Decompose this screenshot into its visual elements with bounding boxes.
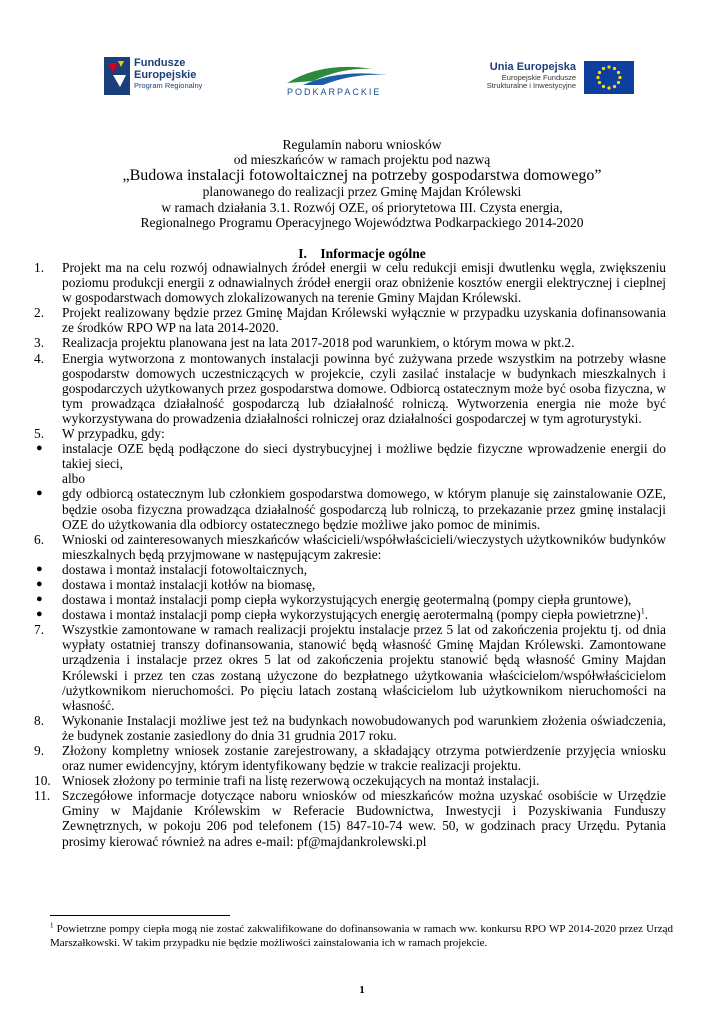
item-text: dostawa i montaż instalacji fotowoltaicznych, [62,561,308,577]
item-text: Wszystkie zamontowane w ramach realizacji projektu instalacje przez 5 lat od zakończenia projektu tj. od dnia wypłaty ostatniej transzy dofinansowania, stanowić będą własność Gminę Majdan Królewski. Zamontowane urządzenia i instalacje przez okres 5 lat od zakończenia projektu stanowić będą własność Gminy Majdan Królewski i przez ten czas zostaną użyczone do bezpłatnego użytkowania właścicielom/współwłaścicielom /użytkownikom nieruchomości. Po pięciu latach zostaną właścicielom lub użytkownikom nieruchomości na własność. [62,622,666,713]
list-item [34,471,666,486]
item-text: gdy odbiorcą ostatecznym lub członkiem gospodarstwa domowego, w którym planuje się zainstalowanie OZE, będzie osoba fizyczna prowadząca działalność gospodarczą lub rolniczą, to przekazanie przez gminę instalacji OZE do użytkowania dla odbiorcy ostatecznego będzie możliwe jako pomoc de minimis. [62,486,666,532]
item-number: 8. [34,712,45,728]
section-heading: I. Informacje ogólne [298,246,426,261]
item-text: dostawa i montaż instalacji pomp ciepła wykorzystujących energię geotermalną (pompy ciepła gruntowe), [62,592,632,608]
item-number: 10. [34,773,51,789]
item-text: Projekt ma na celu rozwój odnawialnych źródeł energii w celu redukcji emisji dwutlenku węgla, zwiększeniu poziomu produkcji energii z odnawialnych źródeł energii oraz obniżenie kosztów energii elektrycznej i cieplnej w gospodarstwach domowych zlokalizowanych na terenie Gminy Majdan Królewski. [62,260,666,306]
list-item [34,773,666,788]
item-text: Realizacja projektu planowana jest na lata 2017-2018 pod warunkiem, o którym mowa w pkt.2. [62,335,575,351]
bullet-marker: ● [36,577,43,590]
regulation-items [34,260,666,849]
footnote-reference: 1 [640,606,645,616]
header-line4: planowanego do realizacji przez Gminę Majdan Królewski [202,184,522,200]
bullet-item [34,562,666,577]
podkarpackie-name: PODKARPACKIE [287,87,382,97]
list-item [34,788,666,848]
list-item [34,305,666,335]
footnote [50,922,673,950]
header-line6: Regionalnego Programu Operacyjnego Województwa Podkarpackiego 2014-2020 [140,214,584,230]
header-line5: w ramach działania 3.1. Rozwój OZE, oś priorytetowa III. Czysta energia, [161,199,563,215]
list-item [34,335,666,350]
item-number: 1. [34,260,45,275]
item-number: 2. [34,305,45,321]
list-item [34,532,666,562]
bullet-marker: ● [36,608,43,621]
item-text: dostawa i montaż instalacji pomp ciepła wykorzystujących energię aerotermalną (pompy ciepła powietrzne) [62,607,641,623]
podkarpackie-logo [283,63,393,103]
bullet-item [34,441,666,471]
logo-bar [0,55,724,105]
document-header [0,137,724,230]
footnote-mark: 1 [50,921,54,930]
item-text: Złożony kompletny wniosek zostanie zarejestrowany, a składający otrzyma potwierdzenie przyjęcia wniosku oraz numer ewidencyjny, którym identyfikowany będzie w trakcie realizacji projektu. [62,743,666,774]
header-line1: Regulamin naboru wniosków [282,137,442,152]
item-text: Wniosek złożony po terminie trafi na listę rezerwową oczekujących na montaż instalacji. [62,773,540,789]
item-number: 3. [34,335,45,351]
item-text: albo [62,471,86,487]
item-number: 7. [34,622,45,638]
header-project-title: „Budowa instalacji fotowoltaicznej na potrzeby gospodarstwa domowego” [122,167,602,185]
item-number: 5. [34,426,45,442]
ue-line1: Unia Europejska [489,61,576,73]
item-number: 6. [34,531,45,547]
bullet-item [34,577,666,592]
fundusze-europejskie-logo [104,57,224,101]
footnote-text: Powietrzne pompy ciepła mogą nie zostać zakwalifikowane do dofinansowania w ramach ww. konkursu RPO WP 2014-2020 przez Urząd Marszałkowski. W takim przypadku nie będzie możliwości zainstalowania ich w ramach projekcie. [50,923,673,949]
list-item [34,260,666,305]
header-line2: od mieszkańców w ramach projektu pod nazwą [233,152,491,168]
item-text: Projekt realizowany będzie przez Gminę Majdan Królewski wyłącznie w przypadku uzyskania dofinansowania ze środków RPO WP na lata 2014-2020. [62,305,666,336]
item-text: Wykonanie Instalacji możliwe jest też na budynkach nowobudowanych pod warunkiem złożenia oświadczenia, że budynek zostanie zasiedlony do dnia 31 grudnia 2017 roku. [62,712,666,743]
podkarpackie-swoosh-icon [283,63,393,87]
list-item [34,351,666,426]
item-text: Szczegółowe informacje dotyczące naboru wniosków od mieszkańców można uzyskać osobiście w Urzędzie Gminy w Majdanie Królewskim w Referacie Budownictwa, Inwestycji i Pozyskiwania Funduszy Zewnętrznych, w pokoju 206 pod telefonem (15) 847-10-74 wew. 50, w godzinach pracy Urzędu. Pytania prosimy kierować również na adres e-mail: pf@majdankrolewski.pl [62,788,666,849]
bullet-item [34,607,666,622]
ue-line3: Strukturalne i Inwestycyjne [486,81,576,91]
page-number: 1 [359,984,365,996]
list-item [34,622,666,713]
item-number: 9. [34,743,45,758]
bullet-marker: ● [36,487,43,500]
fe-star-icon [104,57,132,97]
bullet-marker: ● [36,593,43,606]
bullet-marker: ● [36,562,43,575]
fe-line2: Europejskie [134,69,197,82]
unia-europejska-logo [466,61,626,97]
eu-flag-icon [584,61,634,94]
fe-line3: Program Regionalny [134,81,203,91]
list-item [34,426,666,441]
list-item [34,743,666,773]
item-number: 11. [34,788,51,804]
item-text: Energia wytworzona z montowanych instalacji powinna być zużywana przede wszystkim na potrzeby własne gospodarstw domowych uczestniczących w projekcie, czyli zasilać instalacje w budynkach mieszkalnych i gospodarczych użytkowanych przez gospodarstwa domowe. Odbiorcą ostatecznym może być osoba fizyczna, w tym prowadząca działalność gospodarczą lub działalność rolniczą. Wytworzenia energia nie może być wykorzystywana do prowadzenia działalności rolniczej oraz działalności gospodarczej w tym agroturystyki. [62,350,666,426]
bullet-marker: ● [36,442,43,455]
item-text: dostawa i montaż instalacji kotłów na biomasę, [62,576,316,592]
item-text-tail: . [644,607,649,623]
list-item [34,713,666,743]
fe-line1: Fundusze [134,57,186,69]
item-text: W przypadku, gdy: [62,426,165,442]
item-text: Wnioski od zainteresowanych mieszkańców właścicieli/współwłaścicieli/wieczystych użytkowników budynków mieszkalnych będą przyjmowane w następującym zakresie: [62,531,666,562]
item-number: 4. [34,350,45,366]
item-text: instalacje OZE będą podłączone do sieci dystrybucyjnej i możliwe będzie fizyczne wprowadzenie energii do takiej sieci, [62,441,666,472]
ue-line2: Europejskie Fundusze [501,72,576,82]
bullet-item [34,592,666,607]
footnote-divider [50,915,230,916]
bullet-item [34,486,666,531]
